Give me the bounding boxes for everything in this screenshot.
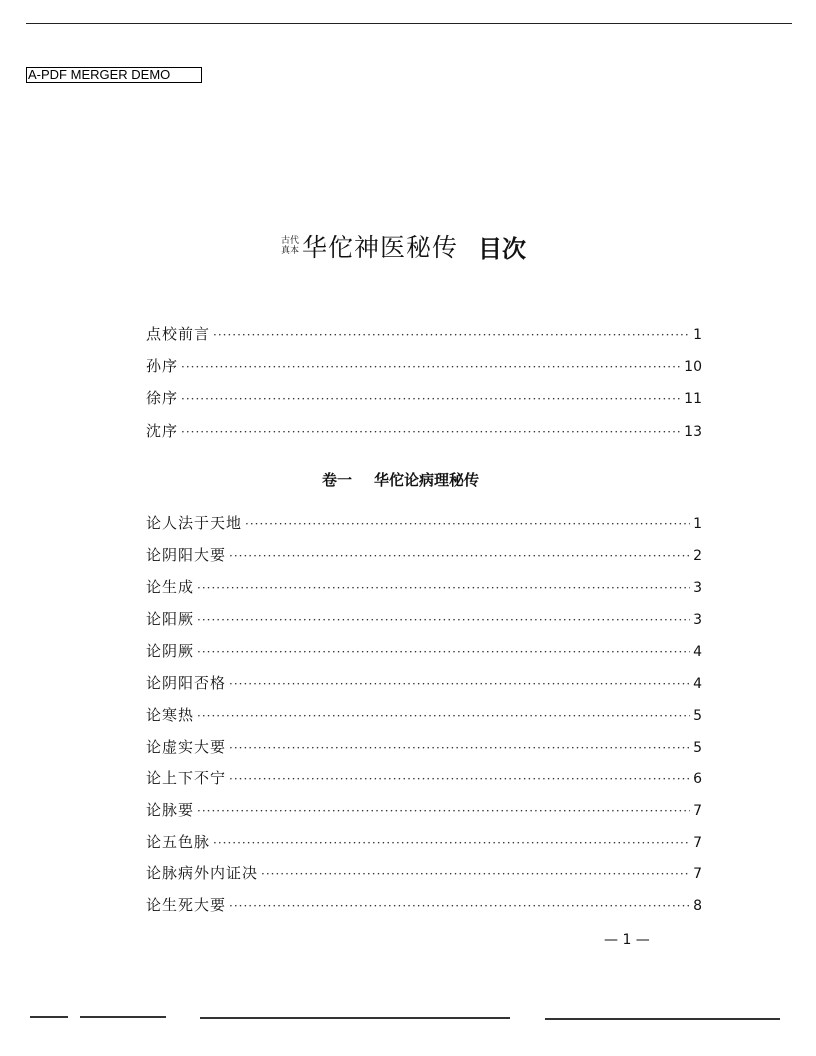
toc-entry-label: 论生死大要	[146, 896, 227, 914]
leader-dots	[197, 705, 690, 727]
toc-page-number: 4	[693, 644, 702, 660]
leader-dots	[197, 609, 690, 631]
leader-dots	[181, 421, 681, 443]
toc-row[interactable]	[146, 323, 702, 345]
toc-row[interactable]	[146, 894, 702, 916]
scan-artifact-line	[80, 1016, 166, 1018]
leader-dots	[213, 832, 690, 854]
toc-entry-label: 论虚实大要	[146, 738, 227, 756]
toc-page-number: 5	[693, 708, 702, 724]
toc-entry-label: 论阳厥	[146, 610, 195, 628]
leader-dots	[245, 513, 690, 535]
toc-page-number: 3	[693, 612, 702, 628]
toc-row[interactable]	[146, 608, 702, 630]
toc-page-number: 7	[693, 835, 702, 851]
top-rule	[26, 23, 792, 24]
toc-row[interactable]	[146, 640, 702, 662]
toc-row[interactable]	[146, 831, 702, 853]
toc-row[interactable]	[146, 704, 702, 726]
toc-page-number: 7	[693, 803, 702, 819]
toc-row[interactable]	[146, 420, 702, 442]
toc-page-number: 7	[693, 866, 702, 882]
toc-row[interactable]	[146, 512, 702, 534]
leader-dots	[229, 895, 690, 917]
toc-page-number: 1	[693, 516, 702, 532]
toc-entry-label: 论上下不宁	[146, 769, 227, 787]
leader-dots	[229, 545, 690, 567]
watermark-label: A-PDF MERGER DEMO	[26, 67, 202, 83]
title-prefix-top: 古代	[281, 236, 300, 246]
leader-dots	[229, 768, 690, 790]
leader-dots	[181, 388, 681, 410]
leader-dots	[197, 800, 690, 822]
book-title: 华佗神医秘传	[302, 233, 459, 262]
toc-row[interactable]	[146, 736, 702, 758]
toc-entry-label: 徐序	[146, 389, 179, 407]
toc-entry-label: 论人法于天地	[146, 514, 243, 532]
toc-entry-label: 论五色脉	[146, 833, 211, 851]
toc-page-number: 3	[693, 580, 702, 596]
leader-dots	[213, 324, 690, 346]
scan-artifact-line	[545, 1018, 780, 1020]
toc-row[interactable]	[146, 544, 702, 566]
toc-row[interactable]	[146, 355, 702, 377]
leader-dots	[197, 577, 690, 599]
scan-artifact-line	[30, 1016, 68, 1018]
toc-page-number: 1	[693, 327, 702, 343]
toc-row[interactable]	[146, 387, 702, 409]
leader-dots	[261, 863, 690, 885]
leader-dots	[229, 737, 690, 759]
scan-artifact-line	[200, 1017, 510, 1019]
toc-page-number: 5	[693, 740, 702, 756]
section-heading	[322, 469, 479, 490]
toc-entry-label: 论阴阳大要	[146, 546, 227, 564]
toc-page-number: 8	[693, 898, 702, 914]
page-title	[281, 226, 526, 266]
toc-entry-label: 论脉要	[146, 801, 195, 819]
toc-row[interactable]	[146, 862, 702, 884]
toc-entry-label: 论生成	[146, 578, 195, 596]
toc-page-number: 11	[684, 391, 702, 407]
toc-row[interactable]	[146, 576, 702, 598]
toc-page-number: 4	[693, 676, 702, 692]
toc-entry-label: 沈序	[146, 422, 179, 440]
section-title: 华佗论病理秘传	[374, 471, 480, 489]
toc-page-number: 2	[693, 548, 702, 564]
section-number: 卷一	[322, 471, 353, 489]
title-prefix-bottom: 真本	[281, 246, 300, 256]
contents-heading: 目次	[478, 234, 527, 263]
toc-entry-label: 点校前言	[146, 325, 211, 343]
toc-row[interactable]	[146, 672, 702, 694]
toc-row[interactable]	[146, 767, 702, 789]
leader-dots	[197, 641, 690, 663]
leader-dots	[181, 356, 681, 378]
title-prefix	[281, 236, 299, 256]
toc-entry-label: 论阴厥	[146, 642, 195, 660]
toc-entry-label: 孙序	[146, 357, 179, 375]
toc-entry-label: 论阴阳否格	[146, 674, 227, 692]
toc-entry-label: 论脉病外内证决	[146, 864, 259, 882]
toc-page-number: 13	[684, 424, 702, 440]
page-number: — 1 —	[604, 932, 650, 948]
toc-page-number: 10	[684, 359, 702, 375]
leader-dots	[229, 673, 690, 695]
toc-entry-label: 论寒热	[146, 706, 195, 724]
toc-page-number: 6	[693, 771, 702, 787]
toc-row[interactable]	[146, 799, 702, 821]
